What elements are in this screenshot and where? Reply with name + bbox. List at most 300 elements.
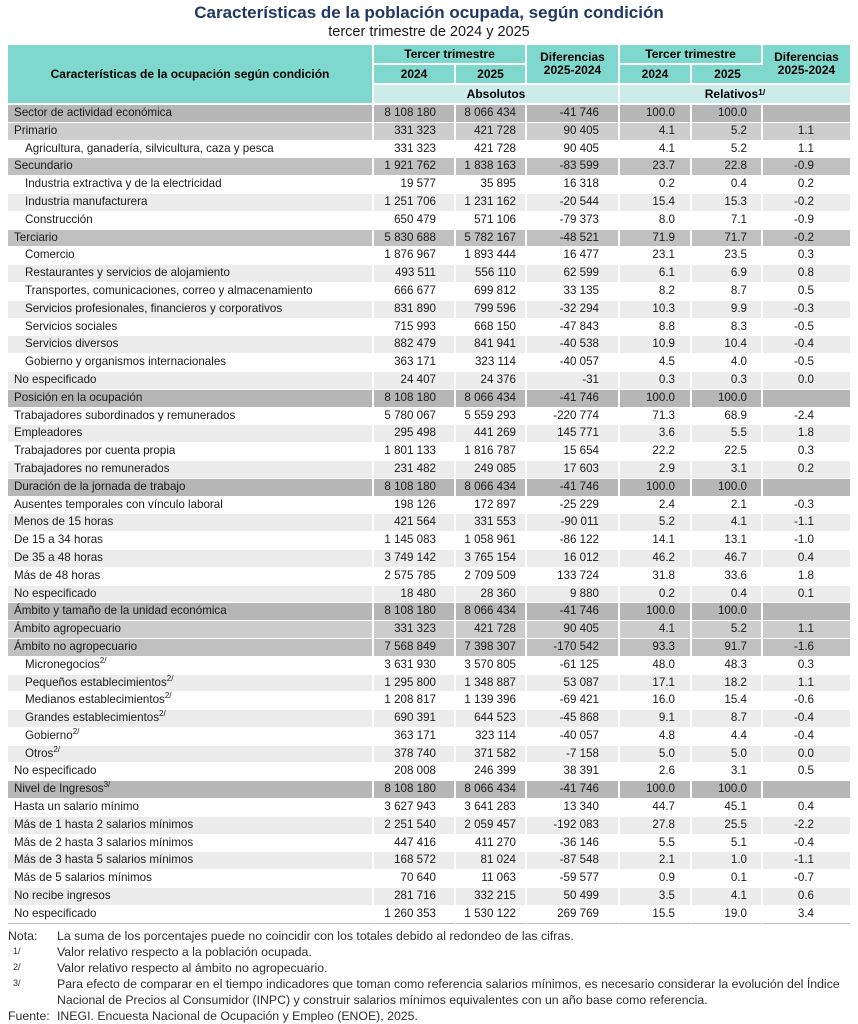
row-value: 3 765 154 — [456, 550, 527, 568]
table-row — [8, 141, 850, 159]
footnote-marker: 2/ — [166, 674, 174, 683]
row-value: -0.2 — [763, 230, 850, 248]
row-value: 4.1 — [620, 123, 692, 141]
row-value: 71.3 — [620, 408, 692, 426]
row-label: Agricultura, ganadería, silvicultura, caza y pesca — [8, 141, 374, 159]
row-label: Micronegocios$^{2/}$ — [8, 657, 374, 675]
footnote-row-1 — [8, 944, 850, 960]
row-value: -0.9 — [763, 158, 850, 176]
table-row — [8, 443, 850, 461]
row-value: 1.1 — [763, 675, 850, 693]
row-value: 1 145 083 — [374, 532, 456, 550]
row-value: 24 376 — [456, 372, 527, 390]
row-value: -40 057 — [527, 354, 620, 372]
group-header-diferencias-absolutos: Diferencias 2025-2024 — [527, 45, 620, 85]
row-value: 71.7 — [692, 230, 763, 248]
table-row — [8, 675, 850, 693]
table-row — [8, 692, 850, 710]
row-value: 48.3 — [692, 657, 763, 675]
row-value: 31.8 — [620, 568, 692, 586]
source-row — [8, 1008, 850, 1024]
row-value: 46.7 — [692, 550, 763, 568]
row-value: 100.0 — [620, 105, 692, 123]
row-value: 70 640 — [374, 870, 456, 888]
row-value: 8.0 — [620, 212, 692, 230]
row-value: 1 801 133 — [374, 443, 456, 461]
table-row — [8, 123, 850, 141]
row-value: 5 559 293 — [456, 408, 527, 426]
row-value: 295 498 — [374, 425, 456, 443]
row-value: 0.3 — [763, 657, 850, 675]
row-label: Ámbito y tamaño de la unidad económica — [8, 603, 374, 621]
row-value: 7 568 849 — [374, 639, 456, 657]
table-row — [8, 870, 850, 888]
row-value: 1 921 762 — [374, 158, 456, 176]
footnote-marker: 2/ — [99, 656, 107, 665]
row-value: 4.4 — [692, 728, 763, 746]
row-label: Trabajadores por cuenta propia — [8, 443, 374, 461]
table-row — [8, 230, 850, 248]
footnote-text: Para efecto de comparar en el tiempo indicadores que toman como referencia salarios mínimos, es necesario considerar la evolución del Índice Nacional de Precios al Consumidor (INPC) y construir salarios mínimos equivalentes con un año base como referencia. — [57, 976, 840, 1007]
notes — [8, 928, 850, 1024]
row-value: 0.3 — [763, 443, 850, 461]
row-value: 7.1 — [692, 212, 763, 230]
row-label: Trabajadores no remunerados — [8, 461, 374, 479]
row-value: 48.0 — [620, 657, 692, 675]
row-label: Trabajadores subordinados y remunerados — [8, 408, 374, 426]
row-value: 1 893 444 — [456, 247, 527, 265]
row-value: 4.0 — [692, 354, 763, 372]
row-value: 2 059 457 — [456, 817, 527, 835]
footnote-text: Valor relativo respecto a la población ocupada. — [57, 944, 312, 959]
row-value: 81 024 — [456, 852, 527, 870]
row-label: Menos de 15 horas — [8, 514, 374, 532]
row-value: -45 868 — [527, 710, 620, 728]
row-label: Industria extractiva y de la electricidad — [8, 176, 374, 194]
row-value: 16 012 — [527, 550, 620, 568]
row-value: -0.4 — [763, 835, 850, 853]
row-value: 5.5 — [620, 835, 692, 853]
row-value: 8 108 180 — [374, 479, 456, 497]
table-row — [8, 586, 850, 604]
year-header-2024-relativos: 2024 — [620, 65, 692, 85]
footnote-row-3 — [8, 976, 850, 1008]
page-subtitle: tercer trimestre de 2024 y 2025 — [328, 24, 530, 40]
row-value: 16.0 — [620, 692, 692, 710]
row-value: 22.8 — [692, 158, 763, 176]
row-value: 5.0 — [620, 746, 692, 764]
row-value: -48 521 — [527, 230, 620, 248]
row-value: 332 215 — [456, 888, 527, 906]
row-label: Ámbito no agropecuario — [8, 639, 374, 657]
row-value: 3 641 283 — [456, 799, 527, 817]
row-value: 1.1 — [763, 141, 850, 159]
row-value: -7 158 — [527, 746, 620, 764]
row-value: 90 405 — [527, 123, 620, 141]
row-value: -41 746 — [527, 781, 620, 799]
table-row — [8, 639, 850, 657]
row-value: -0.5 — [763, 354, 850, 372]
row-value: 8 066 434 — [456, 105, 527, 123]
row-value: 371 582 — [456, 746, 527, 764]
row-value: 3.1 — [692, 763, 763, 781]
table-row — [8, 710, 850, 728]
footnote-marker: 2/ — [72, 727, 80, 736]
row-value: -192 083 — [527, 817, 620, 835]
row-label: Transportes, comunicaciones, correo y almacenamiento — [8, 283, 374, 301]
row-value: 690 391 — [374, 710, 456, 728]
table-row — [8, 550, 850, 568]
table-row — [8, 194, 850, 212]
row-value: 3 749 142 — [374, 550, 456, 568]
row-value: 2 251 540 — [374, 817, 456, 835]
row-value: 8 066 434 — [456, 603, 527, 621]
row-value: 1 058 961 — [456, 532, 527, 550]
row-value: 1 530 122 — [456, 906, 527, 924]
row-value: 62 599 — [527, 265, 620, 283]
row-value: -36 146 — [527, 835, 620, 853]
row-value: 421 728 — [456, 123, 527, 141]
row-value: 3 627 943 — [374, 799, 456, 817]
row-value: -86 122 — [527, 532, 620, 550]
row-value: 0.0 — [763, 372, 850, 390]
row-value: 8.7 — [692, 283, 763, 301]
subheader-relativos: Relativos$^{1/}$ — [620, 85, 850, 105]
row-value: -0.2 — [763, 194, 850, 212]
table-header — [8, 45, 850, 105]
note-text: La suma de los porcentajes puede no coincidir con los totales debido al redondeo de las cifras. — [57, 928, 574, 943]
row-label: Sector de actividad económica — [8, 105, 374, 123]
row-label: De 15 a 34 horas — [8, 532, 374, 550]
row-value: -0.7 — [763, 870, 850, 888]
table-row — [8, 514, 850, 532]
row-value: 5.1 — [692, 835, 763, 853]
row-value: 168 572 — [374, 852, 456, 870]
page — [0, 3, 858, 1024]
row-value: 1 208 817 — [374, 692, 456, 710]
row-label: Posición en la ocupación — [8, 390, 374, 408]
row-value: 831 890 — [374, 301, 456, 319]
row-value: 10.3 — [620, 301, 692, 319]
row-value: 10.9 — [620, 336, 692, 354]
row-value: 22.5 — [692, 443, 763, 461]
row-value: -1.1 — [763, 514, 850, 532]
row-value: 8 066 434 — [456, 390, 527, 408]
row-value: 15 654 — [527, 443, 620, 461]
row-value: 5.2 — [692, 621, 763, 639]
row-value: 1 251 706 — [374, 194, 456, 212]
table-row — [8, 799, 850, 817]
row-value: 2 709 509 — [456, 568, 527, 586]
group-header-diferencias-relativos: Diferencias 2025-2024 — [763, 45, 850, 85]
row-value: 269 769 — [527, 906, 620, 924]
row-value: 100.0 — [620, 479, 692, 497]
row-value: -0.3 — [763, 497, 850, 515]
table-row — [8, 158, 850, 176]
row-value: 71.9 — [620, 230, 692, 248]
row-value: -90 011 — [527, 514, 620, 532]
row-value: 0.4 — [692, 586, 763, 604]
row-value: 25.5 — [692, 817, 763, 835]
row-value: 2.1 — [620, 852, 692, 870]
row-value: 323 114 — [456, 354, 527, 372]
row-value: 8 066 434 — [456, 479, 527, 497]
row-value: 0.9 — [620, 870, 692, 888]
row-value: 53 087 — [527, 675, 620, 693]
row-label: Industria manufacturera — [8, 194, 374, 212]
row-value: -41 746 — [527, 390, 620, 408]
row-value: 100.0 — [620, 781, 692, 799]
row-label: De 35 a 48 horas — [8, 550, 374, 568]
row-value: 9 880 — [527, 586, 620, 604]
row-value: 331 323 — [374, 123, 456, 141]
table-row — [8, 265, 850, 283]
table-row — [8, 105, 850, 123]
row-value: -1.1 — [763, 852, 850, 870]
row-value: -32 294 — [527, 301, 620, 319]
row-label: Ausentes temporales con vínculo laboral — [8, 497, 374, 515]
row-value: 378 740 — [374, 746, 456, 764]
row-value: 100.0 — [620, 390, 692, 408]
table-row — [8, 906, 850, 924]
row-value — [763, 781, 850, 799]
row-value: 8 066 434 — [456, 781, 527, 799]
row-value: 231 482 — [374, 461, 456, 479]
row-value: 9.9 — [692, 301, 763, 319]
row-value: -0.3 — [763, 301, 850, 319]
row-value: 23.7 — [620, 158, 692, 176]
row-value: -0.4 — [763, 728, 850, 746]
row-value: 556 110 — [456, 265, 527, 283]
row-value: 100.0 — [620, 603, 692, 621]
row-value: -41 746 — [527, 105, 620, 123]
row-value: 4.8 — [620, 728, 692, 746]
row-value: 133 724 — [527, 568, 620, 586]
row-label: Medianos establecimientos$^{2/}$ — [8, 692, 374, 710]
footnote-row-2 — [8, 960, 850, 976]
row-value: 8 108 180 — [374, 603, 456, 621]
row-value: -41 746 — [527, 603, 620, 621]
row-label: Restaurantes y servicios de alojamiento — [8, 265, 374, 283]
row-value: 363 171 — [374, 354, 456, 372]
row-value: 1.1 — [763, 621, 850, 639]
note-row — [8, 928, 850, 944]
row-value: 5 780 067 — [374, 408, 456, 426]
row-value: 1 838 163 — [456, 158, 527, 176]
row-value: 18.2 — [692, 675, 763, 693]
row-value: 100.0 — [692, 105, 763, 123]
table-row — [8, 354, 850, 372]
row-value: 22.2 — [620, 443, 692, 461]
row-value: -0.9 — [763, 212, 850, 230]
row-value: -2.2 — [763, 817, 850, 835]
row-value: 1 295 800 — [374, 675, 456, 693]
row-value: 0.4 — [763, 799, 850, 817]
row-label: Terciario — [8, 230, 374, 248]
row-value: 331 553 — [456, 514, 527, 532]
row-label: Más de 48 horas — [8, 568, 374, 586]
row-value: 8 108 180 — [374, 105, 456, 123]
row-value: 23.5 — [692, 247, 763, 265]
row-value: -0.5 — [763, 319, 850, 337]
row-label: Duración de la jornada de trabajo — [8, 479, 374, 497]
row-value: 323 114 — [456, 728, 527, 746]
row-label: Gobierno$^{2/}$ — [8, 728, 374, 746]
row-value: 5.5 — [692, 425, 763, 443]
row-value: 18 480 — [374, 586, 456, 604]
row-value: 91.7 — [692, 639, 763, 657]
table-row — [8, 461, 850, 479]
row-value: 100.0 — [692, 479, 763, 497]
row-value: 15.4 — [620, 194, 692, 212]
row-value: 0.3 — [620, 372, 692, 390]
table-body — [8, 105, 850, 924]
table-row — [8, 781, 850, 799]
row-value: 0.6 — [763, 888, 850, 906]
page-title: Características de la población ocupada, según condición — [194, 3, 664, 22]
row-value: 17.1 — [620, 675, 692, 693]
row-value: 1.8 — [763, 568, 850, 586]
row-value: 19 577 — [374, 176, 456, 194]
row-value: 715 993 — [374, 319, 456, 337]
table-row — [8, 336, 850, 354]
table-row — [8, 817, 850, 835]
row-value: -0.6 — [763, 692, 850, 710]
row-value: 9.1 — [620, 710, 692, 728]
row-value: 1.8 — [763, 425, 850, 443]
row-label: Servicios profesionales, financieros y corporativos — [8, 301, 374, 319]
row-value: 93.3 — [620, 639, 692, 657]
row-value: 33.6 — [692, 568, 763, 586]
year-header-2024-absolutos: 2024 — [374, 65, 456, 85]
row-label: Grandes establecimientos$^{2/}$ — [8, 710, 374, 728]
row-value — [763, 603, 850, 621]
source-text: INEGI. Encuesta Nacional de Ocupación y Empleo (ENOE), 2025. — [57, 1008, 418, 1023]
row-value: 668 150 — [456, 319, 527, 337]
row-label: Ámbito agropecuario — [8, 621, 374, 639]
year-header-2025-relativos: 2025 — [692, 65, 763, 85]
row-value: 421 728 — [456, 621, 527, 639]
row-value: -79 373 — [527, 212, 620, 230]
row-value: 0.2 — [763, 176, 850, 194]
row-value: 2.1 — [692, 497, 763, 515]
row-value: 27.8 — [620, 817, 692, 835]
row-value: 208 008 — [374, 763, 456, 781]
table-row — [8, 568, 850, 586]
row-value: 172 897 — [456, 497, 527, 515]
row-value: 249 085 — [456, 461, 527, 479]
row-value: 699 812 — [456, 283, 527, 301]
row-value: 363 171 — [374, 728, 456, 746]
row-value: 421 728 — [456, 141, 527, 159]
row-value: 16 477 — [527, 247, 620, 265]
row-value: 23.1 — [620, 247, 692, 265]
table-row — [8, 763, 850, 781]
row-value: -59 577 — [527, 870, 620, 888]
table-row — [8, 497, 850, 515]
footnote-marker: 2/ — [164, 692, 172, 701]
row-value: 0.3 — [692, 372, 763, 390]
row-value: 4.1 — [692, 514, 763, 532]
row-value: 16 318 — [527, 176, 620, 194]
table-row — [8, 408, 850, 426]
row-value: 14.1 — [620, 532, 692, 550]
row-value: 68.9 — [692, 408, 763, 426]
row-value: 46.2 — [620, 550, 692, 568]
row-value: 6.1 — [620, 265, 692, 283]
row-value: -1.6 — [763, 639, 850, 657]
row-label: No especificado — [8, 906, 374, 924]
row-value: 799 596 — [456, 301, 527, 319]
row-value: 1 348 887 — [456, 675, 527, 693]
row-value: 4.1 — [620, 141, 692, 159]
table-row — [8, 390, 850, 408]
row-value: 6.9 — [692, 265, 763, 283]
row-label: Más de 1 hasta 2 salarios mínimos — [8, 817, 374, 835]
row-label: Otros$^{2/}$ — [8, 746, 374, 764]
row-value: 90 405 — [527, 141, 620, 159]
table-row — [8, 212, 850, 230]
footnote-marker: 1/ — [13, 945, 21, 956]
row-value: 5.2 — [692, 123, 763, 141]
table-row — [8, 532, 850, 550]
row-value: 145 771 — [527, 425, 620, 443]
row-label: No especificado — [8, 763, 374, 781]
row-value: 5 782 167 — [456, 230, 527, 248]
row-value: 2.6 — [620, 763, 692, 781]
row-value: 0.2 — [763, 461, 850, 479]
group-header-tercer-trimestre-absolutos: Tercer trimestre — [374, 45, 527, 65]
row-value: 8 108 180 — [374, 781, 456, 799]
row-value: 3.1 — [692, 461, 763, 479]
row-value: -41 746 — [527, 479, 620, 497]
row-value: 0.8 — [763, 265, 850, 283]
row-value: 650 479 — [374, 212, 456, 230]
row-value: 331 323 — [374, 621, 456, 639]
row-value: 1 876 967 — [374, 247, 456, 265]
row-value: -40 538 — [527, 336, 620, 354]
row-label: Más de 5 salarios mínimos — [8, 870, 374, 888]
row-value: -1.0 — [763, 532, 850, 550]
row-label: Nivel de Ingresos$^{3/}$ — [8, 781, 374, 799]
subheader-absolutos: Absolutos — [374, 85, 620, 105]
row-value: -0.4 — [763, 710, 850, 728]
row-label: Comercio — [8, 247, 374, 265]
footnote-marker: 1/ — [758, 86, 766, 97]
row-value: 0.3 — [763, 247, 850, 265]
row-value: 8 108 180 — [374, 390, 456, 408]
row-value: 15.5 — [620, 906, 692, 924]
row-label: Construcción — [8, 212, 374, 230]
row-value: 100.0 — [692, 390, 763, 408]
table-row — [8, 746, 850, 764]
occupation-table — [8, 45, 850, 924]
footnote-marker: 2/ — [53, 745, 61, 754]
row-value: 0.1 — [692, 870, 763, 888]
table-row — [8, 372, 850, 390]
row-value: 2 575 785 — [374, 568, 456, 586]
row-value — [763, 105, 850, 123]
row-value: 1.1 — [763, 123, 850, 141]
table-row — [8, 301, 850, 319]
row-label: No recibe ingresos — [8, 888, 374, 906]
row-value: 198 126 — [374, 497, 456, 515]
row-value: 28 360 — [456, 586, 527, 604]
row-value: 3.4 — [763, 906, 850, 924]
note-label: Nota: — [8, 928, 38, 943]
row-value — [763, 479, 850, 497]
row-value: 421 564 — [374, 514, 456, 532]
